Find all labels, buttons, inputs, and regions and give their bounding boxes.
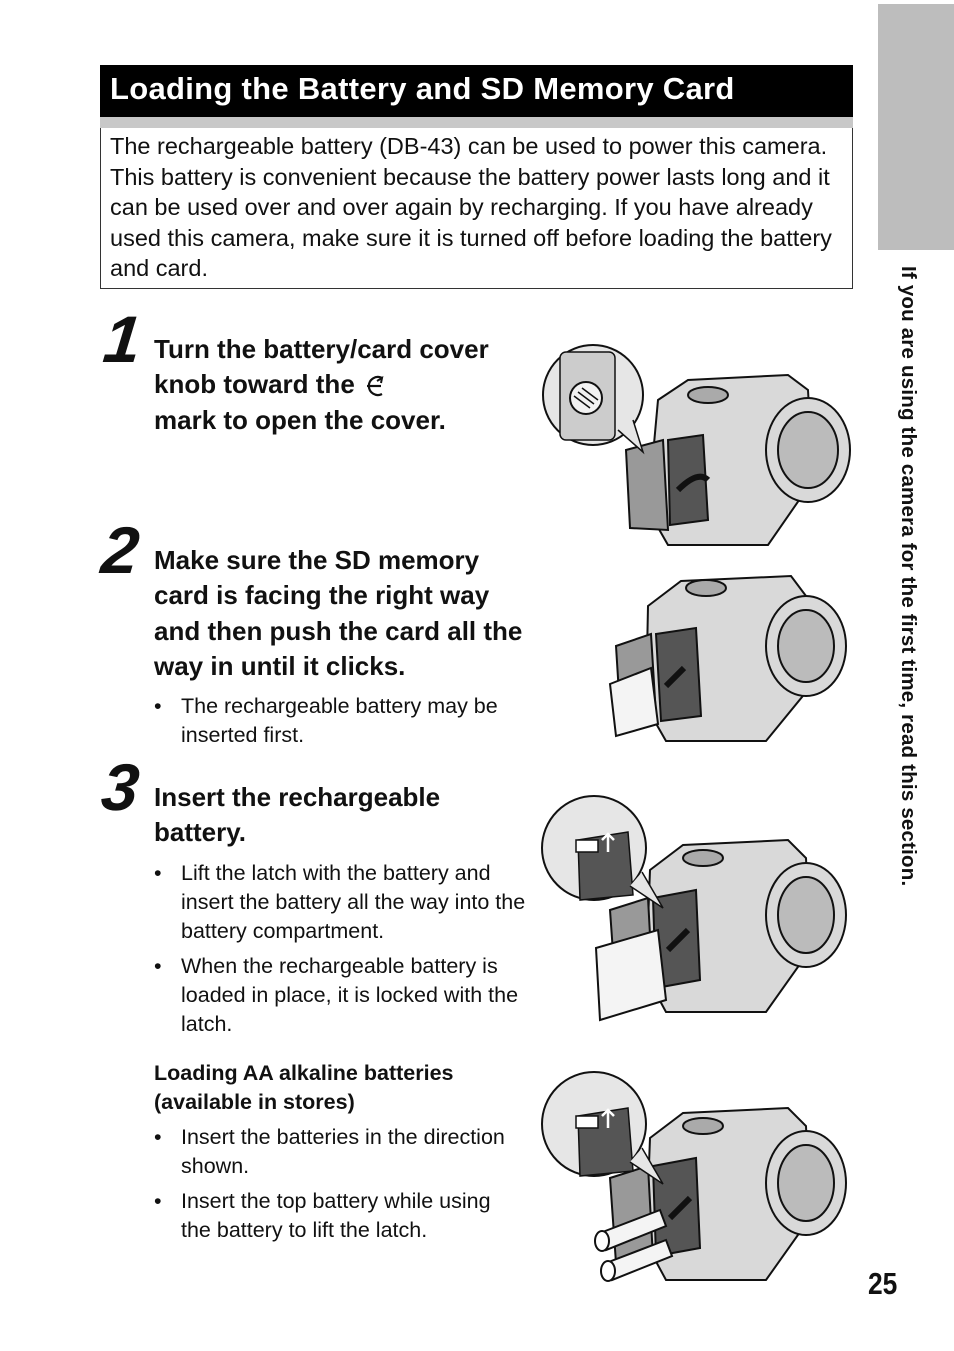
bullet-text: When the rechargeable battery is loaded in place, it is locked with the latch. — [181, 954, 519, 1036]
bullet-text: The rechargeable battery may be inserted first. — [181, 694, 498, 747]
camera-sd-card-illustration — [606, 556, 854, 746]
bullet-text: Lift the latch with the battery and insert the battery all the way into the battery compartment. — [181, 861, 526, 943]
bullet-dot: • — [154, 1189, 162, 1213]
page-title: Loading the Battery and SD Memory Card — [110, 71, 735, 106]
bullet-dot: • — [154, 1125, 162, 1149]
side-note — [898, 266, 918, 1026]
bullet-dot: • — [154, 694, 162, 718]
step-1-heading — [154, 332, 524, 438]
bullet-dot: • — [154, 954, 162, 978]
bullet-text: Insert the batteries in the direction shown. — [181, 1125, 505, 1178]
step-1-heading-part2: mark to open the cover. — [154, 404, 446, 435]
camera-aa-batteries-illustration — [538, 1068, 854, 1290]
intro-text: The rechargeable battery (DB-43) can be used to power this camera. This battery is convenient because the battery power lasts long and it can be used over and over again by recharging. If you have already used this camera, make sure it is turned off before loading the battery and card. — [110, 133, 832, 281]
camera-battery-illustration — [538, 790, 854, 1026]
bullet-dot: • — [154, 861, 162, 885]
step-3-heading: Insert the rechargeable battery. — [154, 782, 441, 848]
aa-heading: Loading AA alkaline batteries (available in stores) — [154, 1061, 454, 1114]
section-title-bar — [100, 65, 853, 117]
bullet-text: Insert the top battery while using the battery to lift the latch. — [181, 1189, 491, 1242]
step-2-number: 2 — [98, 513, 143, 587]
title-underline — [100, 117, 853, 128]
side-note-text: If you are using the camera for the first time, read this section. — [897, 266, 920, 887]
step-3-number: 3 — [98, 750, 143, 824]
camera-open-cover-illustration — [538, 340, 854, 552]
step-1-number: 1 — [100, 302, 145, 376]
step-2-heading: Make sure the SD memory card is facing the right way and then push the card all the way in until it clicks. — [154, 545, 523, 681]
section-tab — [878, 4, 954, 250]
intro-box — [100, 128, 853, 289]
step-1-heading-part1: Turn the battery/card cover knob toward the — [154, 334, 489, 400]
page-number: 25 — [868, 1266, 898, 1301]
cover-open-mark-icon — [362, 373, 386, 399]
